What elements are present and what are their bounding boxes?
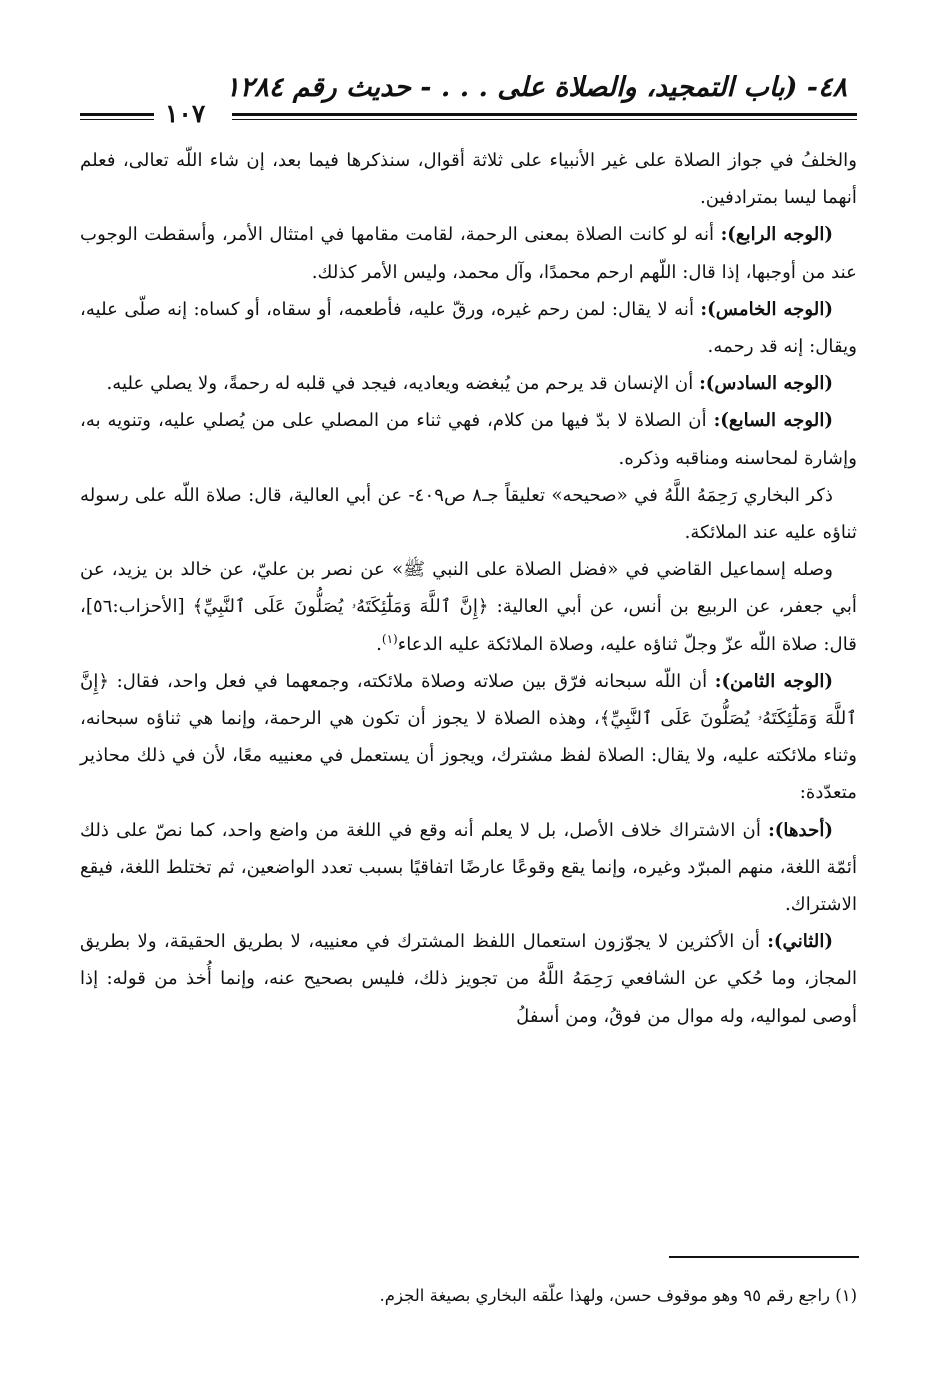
paragraph (80, 923, 857, 1035)
paragraph-heading: (الثاني): (767, 931, 833, 953)
paragraph-text: أنه لا يقال: لمن رحم غيره، ورقّ عليه، فأطعمه، أو سقاه، أو كساه: إنه صلّى عليه، ويقال: إنه قد رحمه. (80, 298, 857, 358)
paragraph-text: أن الإنسان قد يرحم من يُبغضه ويعاديه، فيجد في قلبه له رحمةً، ولا يصلي عليه. (106, 373, 700, 395)
paragraph-text: والخلفُ في جواز الصلاة على غير الأنبياء على ثلاثة أقوال، سنذكرها فيما بعد، إن شاء اللّه تعالى، فعلم أنهما ليسا بمترادفين. (80, 150, 857, 209)
paragraph-text: أنه لو كانت الصلاة بمعنى الرحمة، لقامت مقامها في امتثال الأمر، وأسقطت الوجوب عند من أوجبها، إذا قال: اللّهم ارحم محمدًا، وآل محمد، وليس الأمر كذلك. (80, 224, 857, 283)
running-title: ٤٨- (باب التمجيد، والصلاة على . . . - حديث رقم ١٢٨٤ (225, 72, 847, 103)
paragraph-heading: (الوجه السابع): (713, 410, 834, 432)
paragraph (80, 291, 857, 365)
paragraph-tail: . (376, 633, 382, 655)
paragraph (80, 812, 857, 924)
paragraph (80, 477, 857, 551)
paragraph-heading: (أحدها): (768, 819, 833, 841)
paragraph (80, 142, 857, 216)
paragraph-heading: (الوجه السادس): (699, 373, 833, 395)
page-number-rule (80, 113, 154, 120)
footnote: (١) راجع رقم ٩٥ وهو موقوف حسن، ولهذا علّقه البخاري بصيغة الجزم. (379, 1286, 857, 1305)
paragraph (80, 216, 857, 290)
paragraph-heading: (الوجه الرابع): (720, 224, 833, 246)
paragraph-heading: (الوجه الثامن): (714, 670, 833, 692)
paragraph-text: وصله إسماعيل القاضي في «فضل الصلاة على النبي ﷺ» عن نصر بن عليّ، عن خالد بن يزيد، عن أبي جعفر، عن الربيع بن أنس، عن أبي العالية: ﴿إِنَّ ٱللَّهَ وَمَلَٰٓئِكَتَهُۥ يُصَلُّونَ عَلَى ٱلنَّبِيِّ﴾ [الأحزاب:٥٦]، قال: صلاة اللّه عزّ وجلّ ثناؤه عليه، وصلاة الملائكة عليه الدعاء (80, 559, 857, 655)
body-text (80, 142, 857, 1035)
paragraph (80, 365, 857, 402)
footnote-marker[interactable]: (١) (381, 631, 398, 646)
page-number: ١٠٧ (165, 99, 206, 128)
paragraph-text: أن الاشتراك خلاف الأصل، بل لا يعلم أنه وقع في اللغة من واضع واحد، كما نصّ على ذلك أئمّة اللغة، منهم المبرّد وغيره، وإنما يقع وقوعًا عارضًا اتفاقيًا بسبب تعدد الواضعين، ثم تختلط اللغة، فيقع الاشتراك. (80, 819, 857, 916)
paragraph-text: أن الأكثرين لا يجوّزون استعمال اللفظ المشترك في معنييه، لا بطريق الحقيقة، ولا بطريق المجاز، وما حُكي عن الشافعي رَحِمَهُ اللَّهُ من تجويز ذلك، فليس بصحيح عنه، وإنما أُخذ من قوله: إذا أوصى لمواليه، وله موال من فوقُ، ومن أسفلُ (80, 931, 857, 1027)
page-header (80, 62, 857, 132)
paragraph (80, 551, 857, 663)
paragraph (80, 402, 857, 476)
paragraph-heading: (الوجه الخامس): (700, 298, 833, 320)
header-rule (232, 113, 857, 120)
paragraph-text: أن الصلاة لا بدّ فيها من كلام، فهي ثناء من المصلي على من يُصلي عليه، وتنويه به، وإشارة لمحاسنه ومناقبه وذكره. (80, 410, 857, 469)
paragraph-text: ذكر البخاري رَحِمَهُ اللَّهُ في «صحيحه» تعليقاً جـ٨ ص٤٠٩- عن أبي العالية، قال: صلاة اللّه على رسوله ثناؤه عليه عند الملائكة. (80, 484, 857, 544)
footnote-rule (669, 1256, 859, 1258)
paragraph-text: أن اللّه سبحانه فرّق بين صلاته وصلاة ملائكته، وجمعهما في فعل واحد، فقال: ﴿إِنَّ ٱللَّهَ وَمَلَٰٓئِكَتَهُۥ يُصَلُّونَ عَلَى ٱلنَّبِيِّ﴾، وهذه الصلاة لا يجوز أن تكون هي الرحمة، وإنما هي ثناؤه سبحانه، وثناء ملائكته عليه، ولا يقال: الصلاة لفظ مشترك، ويجوز أن يستعمل في معنييه معًا، لأن في ذلك محاذير متعدّدة: (80, 670, 857, 804)
paragraph (80, 663, 857, 812)
